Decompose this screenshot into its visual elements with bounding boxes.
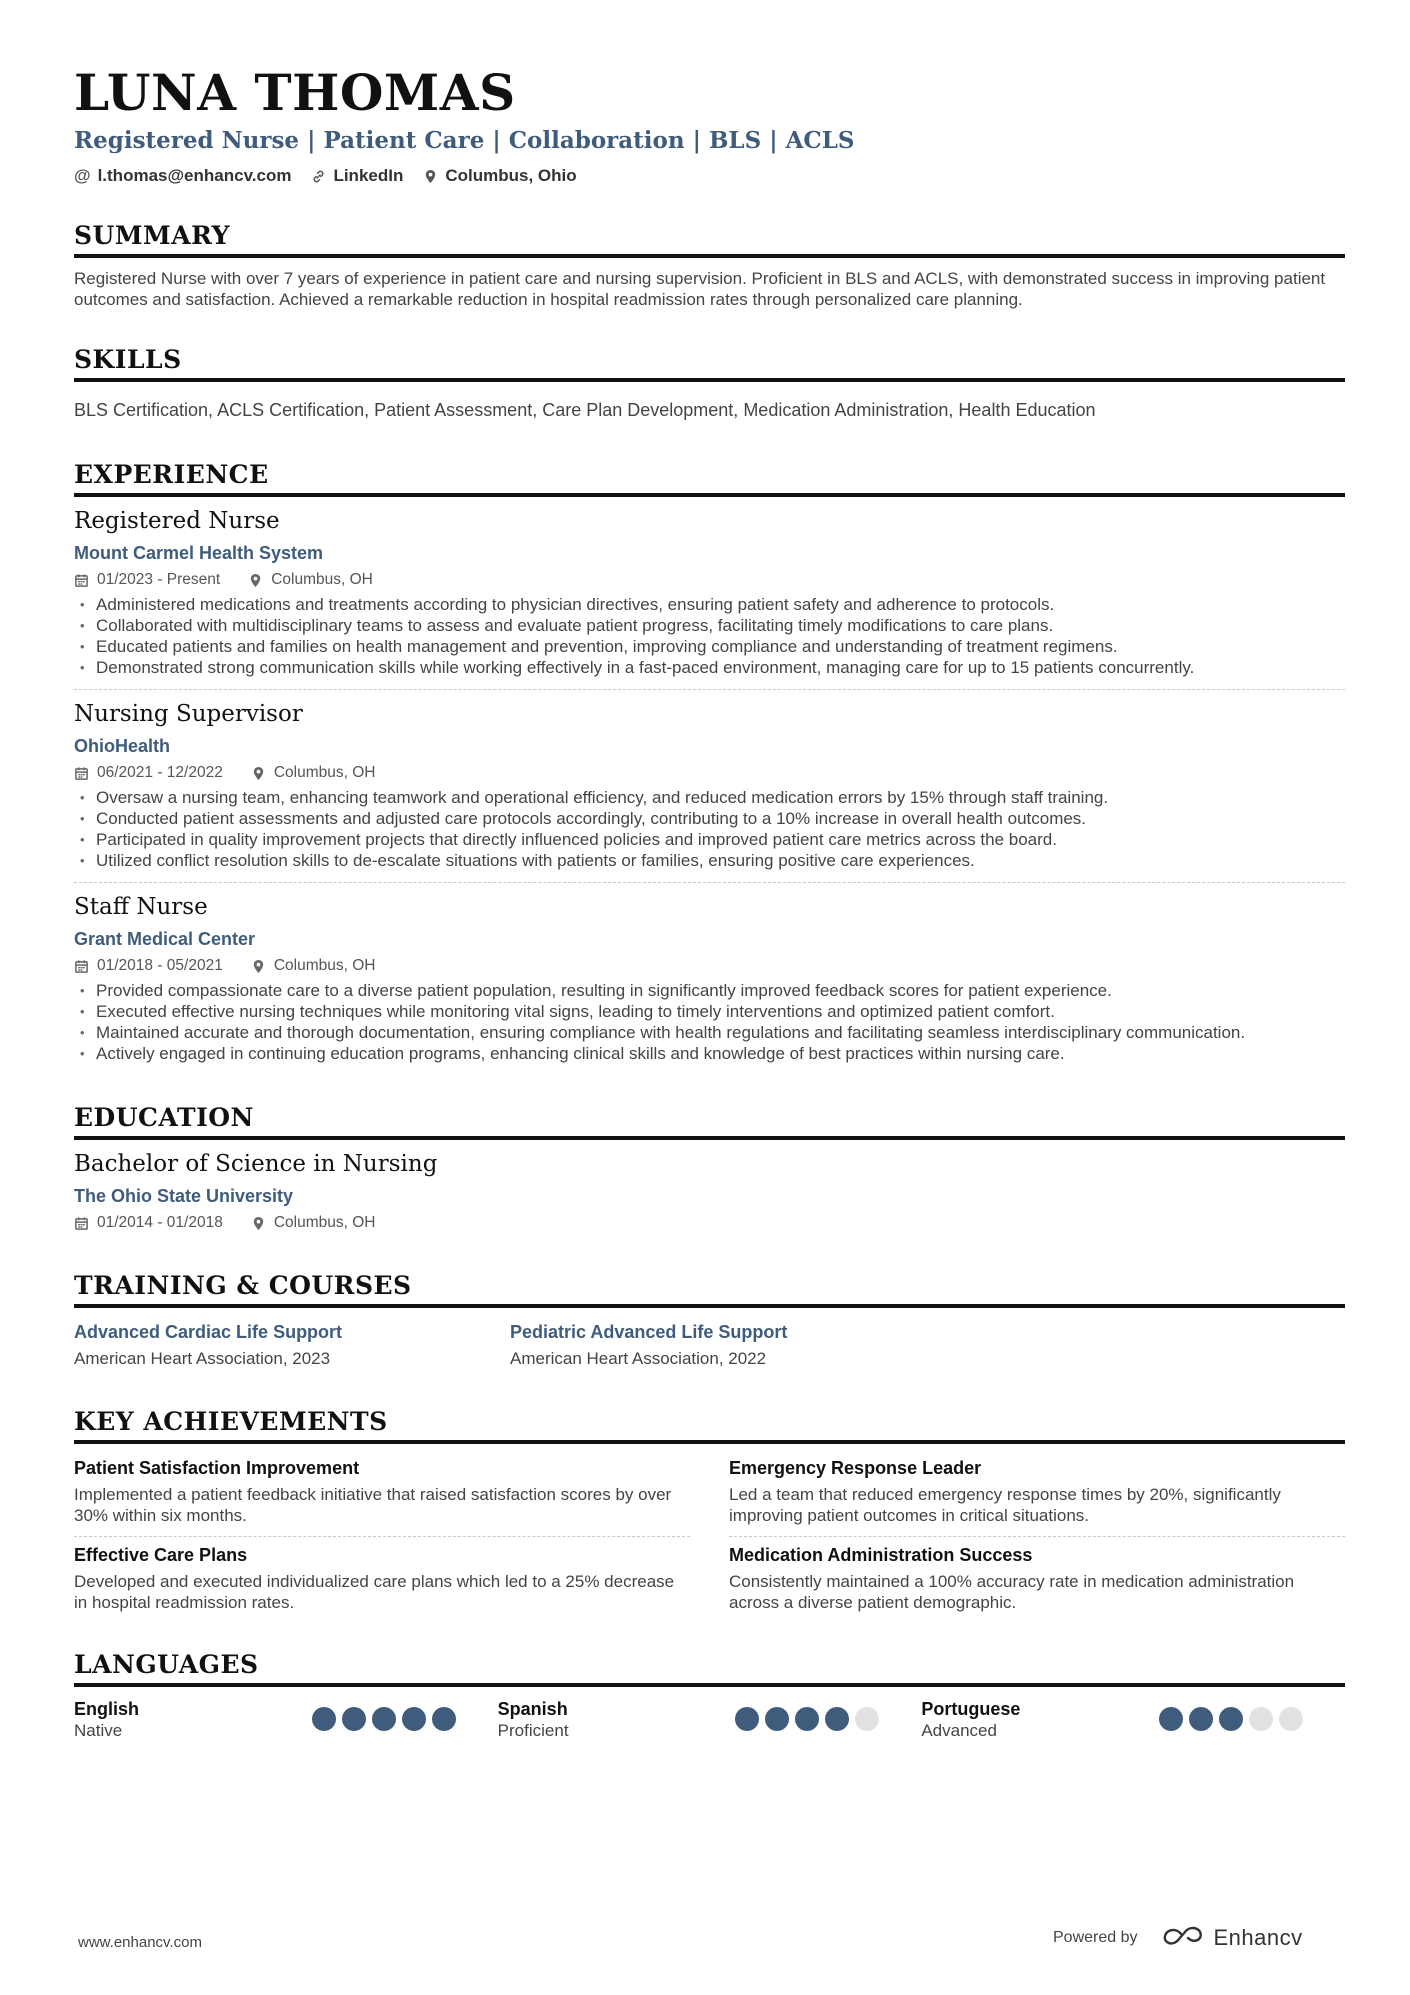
resume-page: [74, 64, 1345, 1741]
achievement-desc: Led a team that reduced emergency response times by 20%, significantly improving patient outcomes in critical situations.: [729, 1485, 1281, 1525]
footer-website[interactable]: www.enhancv.com: [78, 1934, 202, 1951]
skills-section: [74, 344, 1345, 421]
language-item: [498, 1697, 922, 1741]
job-bullet: • Maintained accurate and thorough documentation, ensuring compliance with health regulations and facilitating seamless interdisciplinary communication.: [74, 1022, 1345, 1043]
contact-email[interactable]: [74, 166, 291, 186]
summary-section: [74, 220, 1345, 310]
job-location: [248, 569, 373, 591]
experience-title: EXPERIENCE: [74, 459, 1345, 497]
rating-dot: [825, 1707, 849, 1731]
calendar-icon: [74, 959, 89, 974]
summary-text: Registered Nurse with over 7 years of experience in patient care and nursing supervision. Proficient in BLS and ACLS, with demonstrated success in improving patient outcomes and satisfaction. Achieved a remarkable reduction in hospital readmission rates through personalized care planning.: [74, 269, 1326, 309]
calendar-icon: [74, 1216, 89, 1231]
contact-location: [423, 166, 576, 186]
job-bullet: • Executed effective nursing techniques while monitoring vital signs, leading to timely interventions and optimized patient comfort.: [74, 1001, 1345, 1022]
job-bullet: • Utilized conflict resolution skills to de-escalate situations with patients or families, ensuring positive care experiences.: [74, 850, 1345, 871]
calendar-icon: [74, 766, 89, 781]
job-bullet: • Oversaw a nursing team, enhancing teamwork and operational efficiency, and reduced medication errors by 15% through staff training.: [74, 787, 1345, 808]
job-dates-text: 06/2021 - 12/2022: [97, 764, 223, 781]
job-title: Staff Nurse: [74, 894, 208, 920]
company-name: Mount Carmel Health System: [74, 543, 324, 563]
education-dates-text: 01/2014 - 01/2018: [97, 1214, 223, 1231]
job-bullets: [74, 980, 1345, 1064]
location-pin-icon: [423, 169, 438, 184]
location-pin-icon: [251, 766, 266, 781]
education-title: EDUCATION: [74, 1102, 1345, 1140]
job-bullets: [74, 787, 1345, 871]
experience-entry: [74, 893, 1345, 1064]
candidate-name: LUNA THOMAS: [74, 63, 516, 122]
job-bullet: • Conducted patient assessments and adjusted care protocols accordingly, contributing to a 10% increase in overall health outcomes.: [74, 808, 1345, 829]
language-item: [74, 1697, 498, 1741]
entry-divider: [74, 882, 1345, 883]
job-bullet: • Provided compassionate care to a diverse patient population, resulting in significantly improved feedback scores for patient experience.: [74, 980, 1345, 1001]
achievement-item: [729, 1537, 1345, 1623]
skills-title: SKILLS: [74, 344, 1345, 382]
language-rating: [1159, 1707, 1303, 1731]
achievement-desc: Developed and executed individualized care plans which led to a 25% decrease in hospital readmission rates.: [74, 1572, 675, 1612]
job-location: [251, 762, 376, 784]
experience-section: [74, 459, 1345, 1064]
achievements-grid: [74, 1450, 1345, 1623]
language-info: [498, 1697, 569, 1741]
job-location-text: Columbus, OH: [273, 764, 376, 781]
courses-list: [74, 1320, 1345, 1370]
education-section: [74, 1102, 1345, 1234]
job-dates-text: 01/2018 - 05/2021: [97, 957, 223, 974]
rating-dot: [1279, 1707, 1303, 1731]
rating-dot: [1159, 1707, 1183, 1731]
course-item: [74, 1320, 510, 1370]
email-text: l.thomas@enhancv.com: [97, 166, 292, 185]
rating-dot: [432, 1707, 456, 1731]
company-name: OhioHealth: [74, 736, 171, 756]
achievement-desc: Implemented a patient feedback initiative that raised satisfaction scores by over 30% within six months.: [74, 1485, 672, 1525]
location-pin-icon: [248, 573, 263, 588]
achievement-item: [729, 1450, 1345, 1537]
job-bullet: • Collaborated with multidisciplinary teams to assess and evaluate patient progress, facilitating timely modifications to care plans.: [74, 615, 1345, 636]
job-title: Registered Nurse: [74, 508, 280, 534]
achievement-item: [74, 1537, 690, 1623]
job-dates-text: 01/2023 - Present: [97, 571, 221, 588]
summary-title: SUMMARY: [74, 220, 1345, 258]
job-location: [251, 955, 376, 977]
job-bullets: [74, 594, 1345, 678]
education-location-text: Columbus, OH: [273, 1214, 376, 1231]
school-name: The Ohio State University: [74, 1186, 294, 1206]
job-bullet: • Administered medications and treatments according to physician directives, ensuring patient safety and adherence to protocols.: [74, 594, 1345, 615]
job-title: Nursing Supervisor: [74, 701, 303, 727]
language-rating: [312, 1707, 456, 1731]
job-dates: [74, 762, 223, 784]
job-location-text: Columbus, OH: [273, 957, 376, 974]
language-level: Native: [74, 1721, 123, 1740]
rating-dot: [855, 1707, 879, 1731]
job-meta: [74, 762, 1345, 784]
language-level: Advanced: [921, 1721, 997, 1740]
language-info: [74, 1697, 139, 1741]
language-item: [921, 1697, 1345, 1741]
linkedin-text: LinkedIn: [333, 166, 404, 185]
languages-list: [74, 1697, 1345, 1741]
skills-text: BLS Certification, ACLS Certification, Patient Assessment, Care Plan Development, Medication Administration, Health Education: [74, 400, 1096, 420]
language-level: Proficient: [497, 1721, 569, 1740]
rating-dot: [735, 1707, 759, 1731]
degree-title: Bachelor of Science in Nursing: [74, 1151, 438, 1177]
rating-dot: [1189, 1707, 1213, 1731]
contact-linkedin[interactable]: [311, 166, 403, 186]
powered-by-text: Powered by: [1053, 1929, 1138, 1946]
job-bullet: • Demonstrated strong communication skills while working effectively in a fast-paced environment, managing care for up to 15 patients concurrently.: [74, 657, 1345, 678]
location-pin-icon: [251, 1216, 266, 1231]
link-icon: [311, 169, 326, 184]
achievement-title: Patient Satisfaction Improvement: [74, 1458, 360, 1478]
brand-text: Enhancv: [1213, 1925, 1303, 1950]
entry-divider: [74, 689, 1345, 690]
job-dates: [74, 569, 220, 591]
achievement-desc: Consistently maintained a 100% accuracy rate in medication administration across a diverse patient demographic.: [729, 1572, 1295, 1612]
education-dates: [74, 1212, 223, 1234]
course-title: Pediatric Advanced Life Support: [510, 1322, 788, 1342]
job-meta: [74, 955, 1345, 977]
company-name: Grant Medical Center: [74, 929, 256, 949]
rating-dot: [342, 1707, 366, 1731]
job-location-text: Columbus, OH: [271, 571, 373, 588]
enhancv-logo-icon: [1160, 1926, 1206, 1950]
job-dates: [74, 955, 223, 977]
enhancv-logo[interactable]: [1160, 1925, 1303, 1951]
headline: Registered Nurse | Patient Care | Collaboration | BLS | ACLS: [74, 127, 855, 154]
language-rating: [735, 1707, 879, 1731]
achievement-item: [74, 1450, 690, 1537]
location-text: Columbus, Ohio: [445, 166, 577, 185]
language-name: English: [74, 1699, 140, 1719]
achievement-title: Emergency Response Leader: [729, 1458, 982, 1478]
training-section: [74, 1270, 1345, 1370]
languages-section: [74, 1649, 1345, 1741]
language-info: [921, 1697, 1020, 1741]
course-provider: American Heart Association, 2023: [74, 1349, 331, 1368]
achievement-title: Medication Administration Success: [729, 1545, 1033, 1565]
job-bullet: • Participated in quality improvement projects that directly influenced policies and improved patient care metrics across the board.: [74, 829, 1345, 850]
achievement-title: Effective Care Plans: [74, 1545, 248, 1565]
rating-dot: [402, 1707, 426, 1731]
experience-entry: [74, 507, 1345, 690]
rating-dot: [312, 1707, 336, 1731]
languages-title: LANGUAGES: [74, 1649, 1345, 1687]
language-name: Spanish: [497, 1699, 568, 1719]
job-bullet: • Actively engaged in continuing education programs, enhancing clinical skills and knowledge of best practices within nursing care.: [74, 1043, 1345, 1064]
calendar-icon: [74, 573, 89, 588]
rating-dot: [795, 1707, 819, 1731]
footer-branding: [1053, 1925, 1303, 1951]
language-name: Portuguese: [921, 1699, 1021, 1719]
achievements-title: KEY ACHIEVEMENTS: [74, 1406, 1345, 1444]
contact-row: [74, 166, 1345, 186]
rating-dot: [765, 1707, 789, 1731]
job-meta: [74, 569, 1345, 591]
course-item: [510, 1320, 946, 1370]
experience-entry: [74, 700, 1345, 883]
achievements-section: [74, 1406, 1345, 1623]
experience-list: [74, 507, 1345, 1064]
rating-dot: [1219, 1707, 1243, 1731]
education-meta: [74, 1212, 1345, 1234]
rating-dot: [1249, 1707, 1273, 1731]
location-pin-icon: [251, 959, 266, 974]
at-icon: @: [74, 166, 91, 185]
course-provider: American Heart Association, 2022: [510, 1349, 767, 1368]
course-title: Advanced Cardiac Life Support: [74, 1322, 343, 1342]
education-location: [251, 1212, 376, 1234]
job-bullet: • Educated patients and families on health management and prevention, improving compliance and understanding of treatment regimens.: [74, 636, 1345, 657]
training-title: TRAINING & COURSES: [74, 1270, 1345, 1308]
rating-dot: [372, 1707, 396, 1731]
